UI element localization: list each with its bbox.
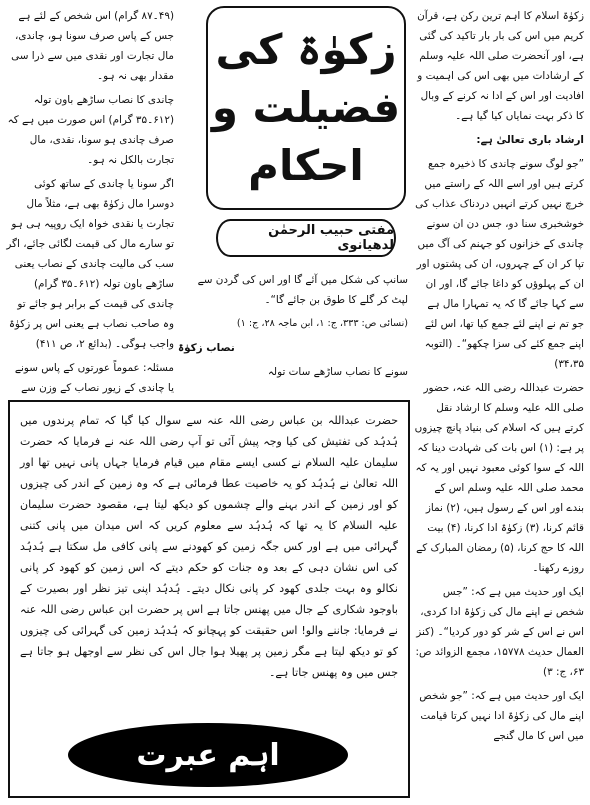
paragraph: چاندی کا نصاب ساڑھے باون تولہ (۶۱۲۔۳۵ گرام) اس صورت میں ہے کہ صرف چاندی ہو سونا، نقدی، مال تجارت بالکل نہ ہو۔ <box>7 94 174 166</box>
paragraph: ایک اور حدیث میں ہے کہ: ”جس شخص نے اپنے مال کی زکوٰۃ ادا کردی، اس نے اس کے شر کو دور کردیا“۔ (کنز العمال حدیث ۱۵۷۷۸، مجمع الزوائد ص: ۶۳، ج: ۳) <box>415 586 584 678</box>
feature-box <box>8 400 410 798</box>
article-title-line: احکام <box>248 141 364 190</box>
paragraph: سونے کا نصاب ساڑھے سات تولہ <box>267 366 408 378</box>
paragraph: حضرت عبداللہ رضی اللہ عنہ، حضور صلی اللہ علیہ وسلم کا ارشاد نقل کرتے ہیں کہ اسلام کی بنیاد پانچ چیزوں پر ہے: (۱) اس بات کی شہادت دینا کہ اللہ کے سوا کوئی معبود نہیں اور یہ کہ محمد صلی اللہ علیہ وسلم اس کے بندے اور اس کے رسول ہیں، (۲) نماز قائم کرنا، (۳) زکوٰۃ ادا کرنا، (۴) بیت اللہ کا حج کرنا، (۵) رمضان المبارک کے روزے رکھنا۔ <box>414 382 584 574</box>
section-heading: نصاب زکوٰۃ <box>178 342 235 354</box>
right-column <box>414 6 584 801</box>
author-byline: مفتی حبیب الرحمٰن لدھیانوی <box>216 219 396 257</box>
quran-quote: ”جو لوگ سونے چاندی کا ذخیرہ جمع کرتے ہیں اور اسے اللہ کے راستے میں خرچ نہیں کرتے انہیں دردناک عذاب کی خوشخبری سنا دو، جس دن ان سونے چاندی کے خزانوں کو جہنم کی آگ میں تپا کر ان کے چہروں، ان کی پشتوں اور ان کے پہلوؤں کو داغا جائے گا، اور ان سے کہا جائے گا کہ یہ تمہارا مال ہے جو تم نے اپنے لئے جمع کیا تھا، اس لئے اپنے جمع کئے کی سزا چکھو“۔ (التوبہ ۳۴،۳۵) <box>415 158 584 370</box>
article-title-line: زکوٰۃ کی <box>215 25 397 74</box>
reference: (نسائی ص: ۳۳۳، ج: ۱، ابن ماجہ ۲۸، ج: ۱) <box>236 318 408 329</box>
left-column <box>6 6 174 394</box>
feature-banner-label: اہم عبرت <box>136 737 280 773</box>
article-title-box <box>206 6 406 210</box>
middle-column <box>178 270 408 380</box>
paragraph: (۴۹۔۸۷ گرام) اس شخص کے لئے ہے جس کے پاس صرف سونا ہو، چاندی، مال تجارت اور نقدی میں سے ذرا سی مقدار بھی نہ ہو۔ <box>11 10 174 82</box>
paragraph: ایک اور حدیث میں ہے کہ: ”جو شخص اپنے مال کی زکوٰۃ ادا نہیں کرتا قیامت میں اس کا مال گنجے <box>419 690 584 742</box>
paragraph: سانپ کی شکل میں آئے گا اور اس کی گردن سے لپٹ کر گلے کا طوق بن جائے گا“۔ <box>197 274 408 306</box>
paragraph: زکوٰۃ اسلام کا اہم ترین رکن ہے، قرآن کریم میں اس کی بار بار تاکید کی گئی ہے، اور آنحضرت صلی اللہ علیہ وسلم کے ارشادات میں بھی اس کی اہمیت و افادیت اور اس کے ادا نہ کرنے کے وبال کا ذکر بہت نمایاں کیا گیا ہے۔ <box>417 10 584 122</box>
feature-text: حضرت عبداللہ بن عباس رضی اللہ عنہ سے سوال کیا گیا کہ تمام پرندوں میں ہُدہُد کی تفتیش کی کیا وجہ پیش آئی تو آپ رضی اللہ عنہ نے فرمایا کہ حضرت سلیمان علیہ السلام نے کسی ایسے مقام میں قیام فرمایا جہاں پانی نہیں تھا اور اللہ تعالیٰ نے ہُدہُد کو یہ خاصیت عطا فرمائی ہے کہ وہ زمین کے اندر کی چیزوں کو اور زمین کے اندر بہنے والے چشموں کو دیکھ لیتا ہے، مقصود حضرت سلیمان علیہ السلام کا یہ تھا کہ ہُدہُد سے معلوم کریں کہ اس میدان میں پانی کتنی گہرائی میں ہے اور کس جگہ زمین کو کھودنے سے پانی کافی مل سکتا ہے ہُدہُد کی اس نشان دہی کے بعد وہ جنات کو حکم دیتے کہ اس زمین کو کھود کر پانی نکالو وہ بہت جلدی کھود کر پانی نکال دیتے۔ ہُدہُد اپنی تیز نظر اور بصیرت کے باوجود شکاری کے جال میں پھنس جاتا ہے اس پر حضرت ابن عباس رضی اللہ عنہ نے فرمایا: جاننے والو! اس حقیقت کو پہچانو کہ ہُدہُد زمین کی گہرائی کی چیزوں کو تو دیکھ لیتا ہے مگر زمین پر پھیلا ہوا جال اس کی نظر سے اوجھل ہو جاتا ہے جس میں وہ پھنس جاتا ہے۔ <box>20 414 398 679</box>
paragraph: اگر سونا یا چاندی کے ساتھ کوئی دوسرا مال زکوٰۃ بھی ہے، مثلاً مال تجارت یا نقدی خواہ ایک روپیہ ہی ہو تو سارے مال کی قیمت لگائی جائے، اگر سب کی مالیت چاندی کے نصاب یعنی ساڑھے باون تولہ (۶۱۲۔۳۵ گرام) چاندی کی قیمت کے برابر ہو جائے تو وہ صاحب نصاب ہے یعنی اس پر زکوٰۃ واجب ہوگی۔ (بدائع ۲، ص ۴۱۱) <box>6 178 174 350</box>
feature-banner <box>68 723 348 787</box>
paragraph-heading: ارشاد باری تعالیٰ ہے: <box>476 134 584 146</box>
paragraph: مسئلہ: عموماً عورتوں کے پاس سونے یا چاندی کے زیور نصاب کے وزن سے <box>14 362 174 394</box>
article-title-line: فضیلت و <box>211 83 401 132</box>
